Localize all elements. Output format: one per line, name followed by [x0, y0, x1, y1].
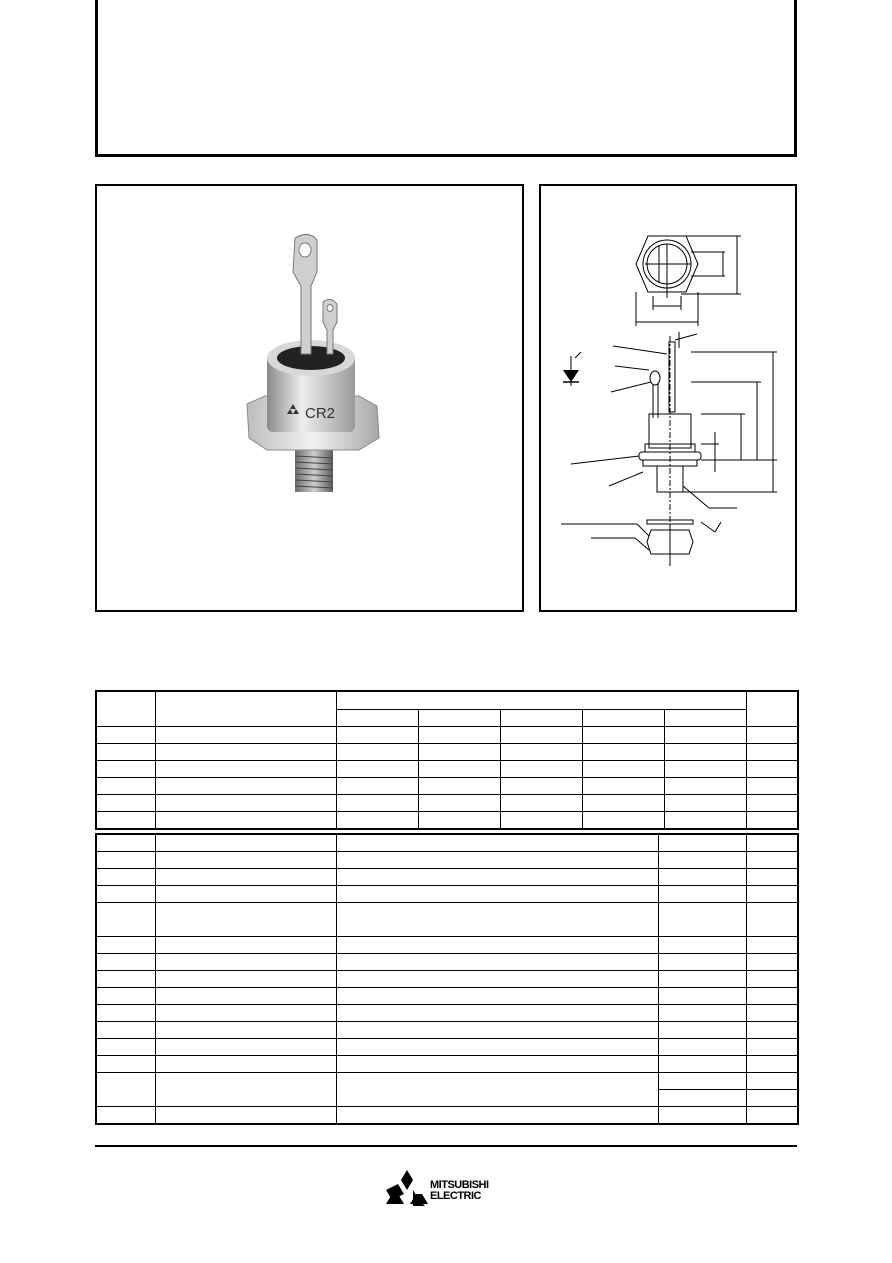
table-row: [96, 886, 798, 903]
thyristor-symbol-icon: [563, 370, 579, 382]
table-row: [96, 1022, 798, 1039]
characteristics-table: [95, 833, 799, 1125]
brand-wordmark: [430, 1180, 489, 1202]
header-box: [95, 0, 797, 157]
footer-rule: [95, 1145, 797, 1147]
table-row: [96, 1039, 798, 1056]
photo-marking: CR2: [305, 405, 336, 422]
table-row: [96, 954, 798, 971]
table-row: [96, 1056, 798, 1073]
table-row: [96, 691, 798, 709]
table-row: [96, 812, 798, 830]
brand-line-2: ELECTRIC: [430, 1190, 481, 1202]
outline-drawing: [541, 186, 795, 610]
mitsubishi-logo-icon: [386, 1170, 428, 1206]
table-row: [96, 971, 798, 988]
table-row: [96, 744, 798, 761]
table-row: [96, 778, 798, 795]
ratings-table: [95, 690, 799, 830]
table-row: [96, 795, 798, 812]
table-row: [96, 937, 798, 954]
table-row: [96, 1073, 798, 1090]
table-row: [96, 1107, 798, 1125]
product-photo-frame: [95, 184, 524, 612]
table-row: [96, 761, 798, 778]
table-row: [96, 727, 798, 744]
table-row: [96, 852, 798, 869]
brand-line-1: MITSUBISHI: [430, 1179, 489, 1191]
thyristor-photo: [97, 186, 522, 610]
table-row: [96, 903, 798, 937]
table-row: [96, 869, 798, 886]
table-row: [96, 988, 798, 1005]
outline-drawing-frame: [539, 184, 797, 612]
table-row: [96, 834, 798, 852]
table-row: [96, 1005, 798, 1022]
